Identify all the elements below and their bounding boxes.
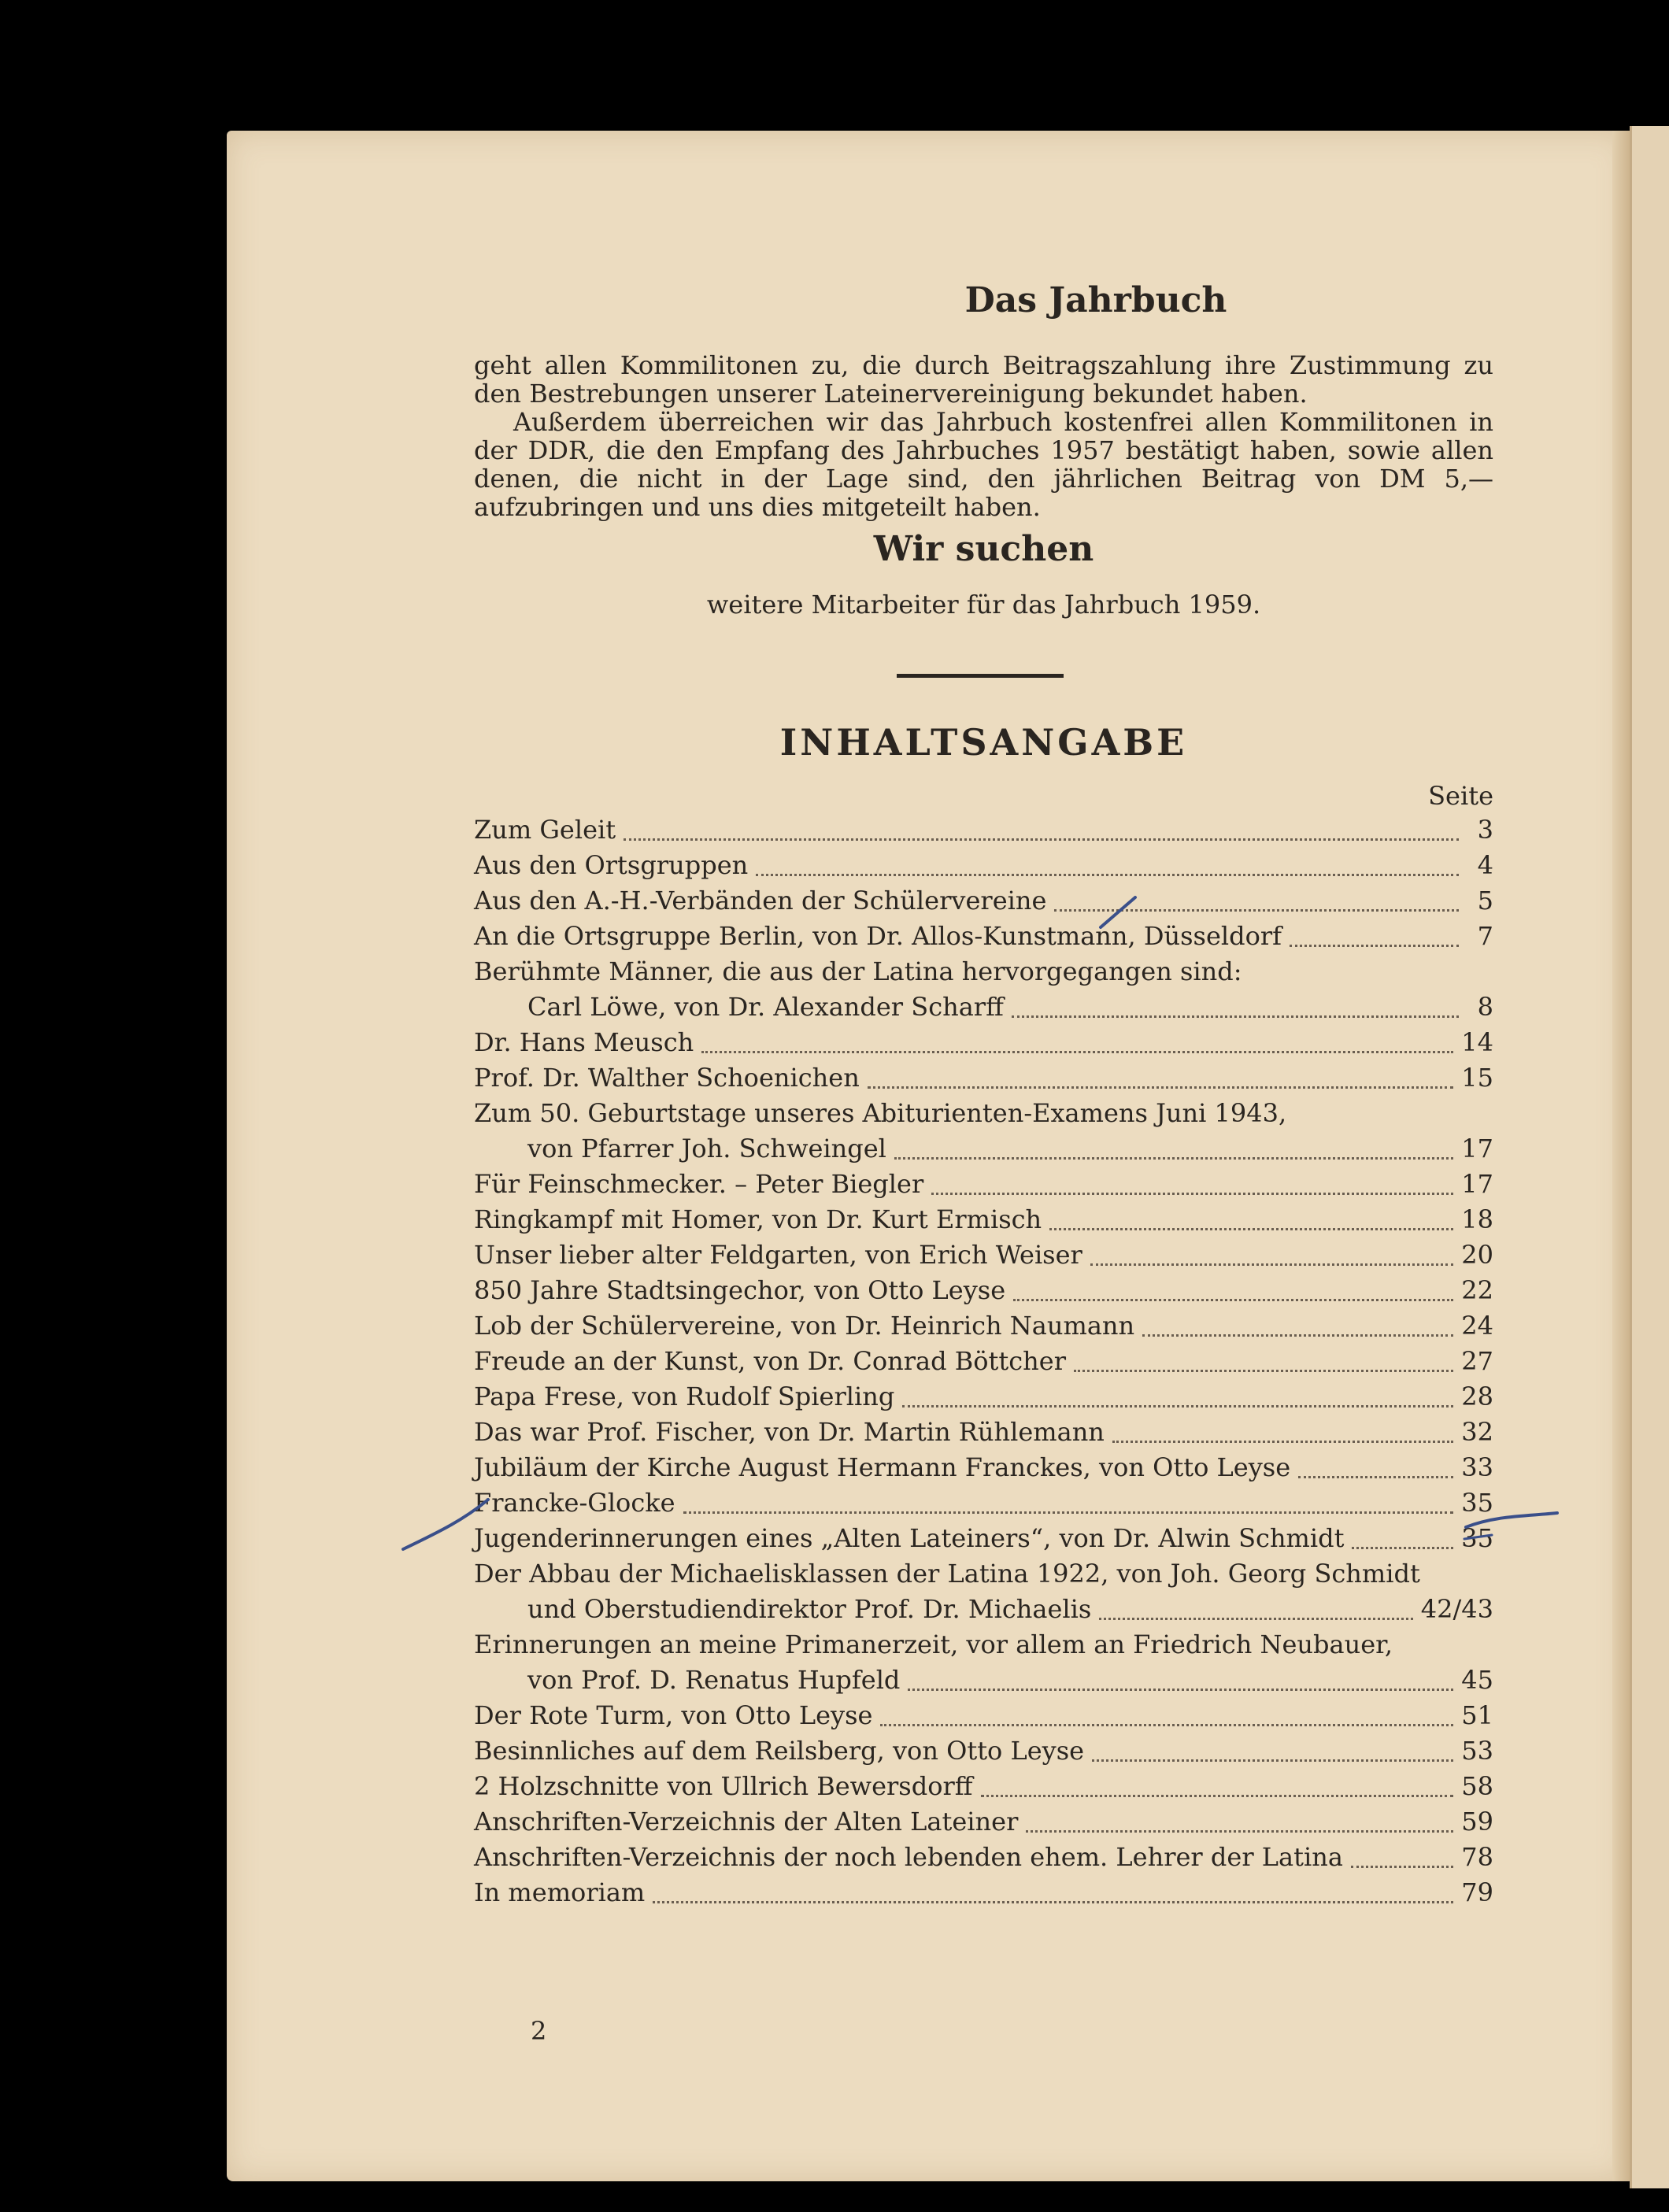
toc-entry-page: 7 xyxy=(1477,921,1493,951)
toc-entry-page: 15 xyxy=(1461,1063,1493,1093)
toc-entry xyxy=(474,848,1493,883)
toc-entry-title: Der Rote Turm, von Otto Leyse xyxy=(474,1700,873,1730)
toc-leader-dots xyxy=(1142,1334,1453,1337)
toc-entry-title: Jugenderinnerungen eines „Alten Lateiners“, von Dr. Alwin Schmidt xyxy=(474,1523,1345,1553)
toc-entry xyxy=(474,1060,1493,1096)
toc-entry-title: 850 Jahre Stadtsingechor, von Otto Leyse xyxy=(474,1275,1006,1305)
toc-entry xyxy=(474,1733,1493,1769)
toc-entry-page: 42/43 xyxy=(1420,1594,1493,1624)
toc-entry-page: 35 xyxy=(1461,1488,1493,1518)
toc-entry-page: 3 xyxy=(1477,815,1493,845)
toc-entry-title: Erinnerungen an meine Primanerzeit, vor allem an Friedrich Neubauer, xyxy=(474,1629,1393,1659)
toc-leader-dots xyxy=(902,1405,1453,1407)
toc-entry-title: Papa Frese, von Rudolf Spierling xyxy=(474,1382,895,1411)
toc-entry xyxy=(474,883,1493,919)
toc-entry-title: Aus den A.-H.-Verbänden der Schülervereine xyxy=(474,886,1047,916)
toc-entry xyxy=(474,1202,1493,1237)
toc-entry xyxy=(474,1167,1493,1202)
toc-entry xyxy=(474,1131,1493,1167)
toc-entry-page: 20 xyxy=(1461,1240,1493,1270)
toc-entry-title: Dr. Hans Meusch xyxy=(474,1027,694,1057)
toc-leader-dots xyxy=(1090,1263,1453,1266)
section-divider xyxy=(897,674,1064,678)
toc-entry-title: von Prof. D. Renatus Hupfeld xyxy=(527,1665,901,1695)
toc-entry-title: von Pfarrer Joh. Schweingel xyxy=(527,1134,886,1163)
toc-entry-page: 32 xyxy=(1461,1417,1493,1447)
toc-entry-page: 35 xyxy=(1461,1523,1493,1553)
toc-leader-dots xyxy=(1298,1476,1453,1478)
toc-entry-title: Der Abbau der Michaelisklassen der Latina 1922, von Joh. Georg Schmidt xyxy=(474,1559,1420,1589)
jahrbuch-paragraph-1: geht allen Kommilitonen zu, die durch Beitragszahlung ihre Zustimmung zu den Bestrebungen unserer Lateinervereinigung bekundet haben. xyxy=(474,350,1493,409)
toc-leader-dots xyxy=(756,874,1459,876)
toc-entry xyxy=(474,1096,1493,1131)
toc-leader-dots xyxy=(1013,1299,1453,1301)
toc-entry-title: 2 Holzschnitte von Ullrich Bewersdorff xyxy=(474,1771,973,1801)
toc-entry-title: Lob der Schülervereine, von Dr. Heinrich Naumann xyxy=(474,1311,1135,1341)
page-fold-shadow xyxy=(1612,131,1630,2181)
toc-leader-dots xyxy=(653,1901,1453,1903)
toc-entry-title: Zum Geleit xyxy=(474,815,616,845)
toc-entry xyxy=(474,1379,1493,1415)
toc-entry-page: 53 xyxy=(1461,1736,1493,1766)
toc-entry-title: Besinnliches auf dem Reilsberg, von Otto Leyse xyxy=(474,1736,1085,1766)
toc-leader-dots xyxy=(624,838,1459,841)
toc-entry-title: Anschriften-Verzeichnis der Alten Lateiner xyxy=(474,1807,1019,1837)
toc-leader-dots xyxy=(894,1157,1453,1160)
toc-entry-title: Ringkampf mit Homer, von Dr. Kurt Ermisch xyxy=(474,1204,1042,1234)
toc-entry-page: 18 xyxy=(1461,1204,1493,1234)
toc-entry-title: Prof. Dr. Walther Schoenichen xyxy=(474,1063,860,1093)
toc-entry-title: In memoriam xyxy=(474,1877,646,1907)
toc-entry xyxy=(474,919,1493,954)
toc-entry-page: 27 xyxy=(1461,1346,1493,1376)
toc-entry xyxy=(474,1485,1493,1521)
toc-entry-page: 14 xyxy=(1461,1027,1493,1057)
toc-leader-dots xyxy=(880,1724,1453,1726)
toc-entry-title: Unser lieber alter Feldgarten, von Erich Weiser xyxy=(474,1240,1082,1270)
toc-entry xyxy=(474,1273,1493,1308)
toc-entry-page: 5 xyxy=(1477,886,1493,916)
toc-entry-title: Das war Prof. Fischer, von Dr. Martin Rühlemann xyxy=(474,1417,1105,1447)
toc-entry xyxy=(474,1450,1493,1485)
toc-entry xyxy=(474,954,1493,989)
toc-entry xyxy=(474,812,1493,848)
toc-leader-dots xyxy=(1099,1618,1413,1620)
toc-entry xyxy=(474,1627,1493,1663)
toc-entry xyxy=(474,1237,1493,1273)
toc-entry xyxy=(474,1415,1493,1450)
page-number: 2 xyxy=(531,2016,547,2046)
toc-leader-dots xyxy=(1049,1228,1453,1230)
toc-entry-page: 22 xyxy=(1461,1275,1493,1305)
toc-entry-title: Freude an der Kunst, von Dr. Conrad Böttcher xyxy=(474,1346,1066,1376)
toc-entry-title: Carl Löwe, von Dr. Alexander Scharff xyxy=(527,992,1004,1022)
toc-leader-dots xyxy=(931,1193,1453,1195)
toc-leader-dots xyxy=(1026,1830,1453,1833)
toc-entry-page: 51 xyxy=(1461,1700,1493,1730)
toc-leader-dots xyxy=(1012,1015,1459,1018)
toc-entry xyxy=(474,1521,1493,1556)
table-of-contents xyxy=(474,812,1493,1911)
toc-entry-title: Anschriften-Verzeichnis der noch lebenden ehem. Lehrer der Latina xyxy=(474,1842,1343,1872)
toc-entry-page: 24 xyxy=(1461,1311,1493,1341)
toc-leader-dots xyxy=(908,1689,1453,1691)
toc-entry-page: 58 xyxy=(1461,1771,1493,1801)
toc-leader-dots xyxy=(1054,909,1459,912)
toc-page-column-header: Seite xyxy=(1428,781,1493,811)
toc-entry xyxy=(474,1344,1493,1379)
toc-leader-dots xyxy=(868,1086,1453,1089)
toc-entry xyxy=(474,1592,1493,1627)
toc-entry-page: 28 xyxy=(1461,1382,1493,1411)
toc-entry xyxy=(474,989,1493,1025)
toc-entry-page: 17 xyxy=(1461,1169,1493,1199)
toc-leader-dots xyxy=(1092,1759,1453,1762)
jahrbuch-paragraph-2: Außerdem überreichen wir das Jahrbuch kostenfrei allen Kommilitonen in der DDR, die den Empfang des Jahrbuches 1957 bestätigt haben, sowie allen denen, die nicht in der Lage sind, den jährlichen Beitrag von DM 5,— aufzubringen und uns dies mitgeteilt haben. xyxy=(474,407,1493,522)
toc-entry-title: Für Feinschmecker. – Peter Biegler xyxy=(474,1169,924,1199)
toc-entry xyxy=(474,1025,1493,1060)
toc-entry-title: Zum 50. Geburtstage unseres Abiturienten-Examens Juni 1943, xyxy=(474,1098,1287,1128)
toc-heading: INHALTSANGABE xyxy=(779,721,1188,764)
toc-entry-title: Berühmte Männer, die aus der Latina hervorgegangen sind: xyxy=(474,956,1242,986)
toc-entry-title: Aus den Ortsgruppen xyxy=(474,850,749,880)
toc-entry xyxy=(474,1875,1493,1911)
toc-leader-dots xyxy=(701,1051,1453,1053)
toc-leader-dots xyxy=(1290,945,1459,947)
toc-leader-dots xyxy=(1352,1547,1453,1549)
toc-entry xyxy=(474,1556,1493,1592)
toc-entry-page: 33 xyxy=(1461,1452,1493,1482)
toc-entry-page: 4 xyxy=(1477,850,1493,880)
toc-entry-page: 8 xyxy=(1477,992,1493,1022)
toc-leader-dots xyxy=(1112,1441,1453,1443)
toc-entry xyxy=(474,1769,1493,1804)
toc-entry-page: 45 xyxy=(1461,1665,1493,1695)
toc-entry xyxy=(474,1804,1493,1840)
toc-leader-dots xyxy=(1351,1866,1453,1868)
search-heading: Wir suchen xyxy=(873,529,1094,569)
toc-entry-title: Francke-Glocke xyxy=(474,1488,675,1518)
toc-entry xyxy=(474,1840,1493,1875)
toc-entry-title: Jubiläum der Kirche August Hermann Franckes, von Otto Leyse xyxy=(474,1452,1291,1482)
toc-leader-dots xyxy=(981,1795,1454,1797)
toc-entry-page: 79 xyxy=(1461,1877,1493,1907)
next-page-edge xyxy=(1630,126,1669,2188)
document-page xyxy=(227,131,1628,2181)
toc-entry xyxy=(474,1663,1493,1698)
toc-leader-dots xyxy=(1074,1370,1453,1372)
toc-entry-page: 17 xyxy=(1461,1134,1493,1163)
toc-entry-title: und Oberstudiendirektor Prof. Dr. Michaelis xyxy=(527,1594,1092,1624)
toc-entry-page: 59 xyxy=(1461,1807,1493,1837)
toc-entry xyxy=(474,1698,1493,1733)
toc-entry-page: 78 xyxy=(1461,1842,1493,1872)
toc-entry xyxy=(474,1308,1493,1344)
toc-leader-dots xyxy=(683,1511,1454,1514)
search-text: weitere Mitarbeiter für das Jahrbuch 1959. xyxy=(706,590,1261,620)
jahrbuch-heading: Das Jahrbuch xyxy=(964,280,1227,320)
toc-entry-title: An die Ortsgruppe Berlin, von Dr. Allos-Kunstmann, Düsseldorf xyxy=(474,921,1282,951)
